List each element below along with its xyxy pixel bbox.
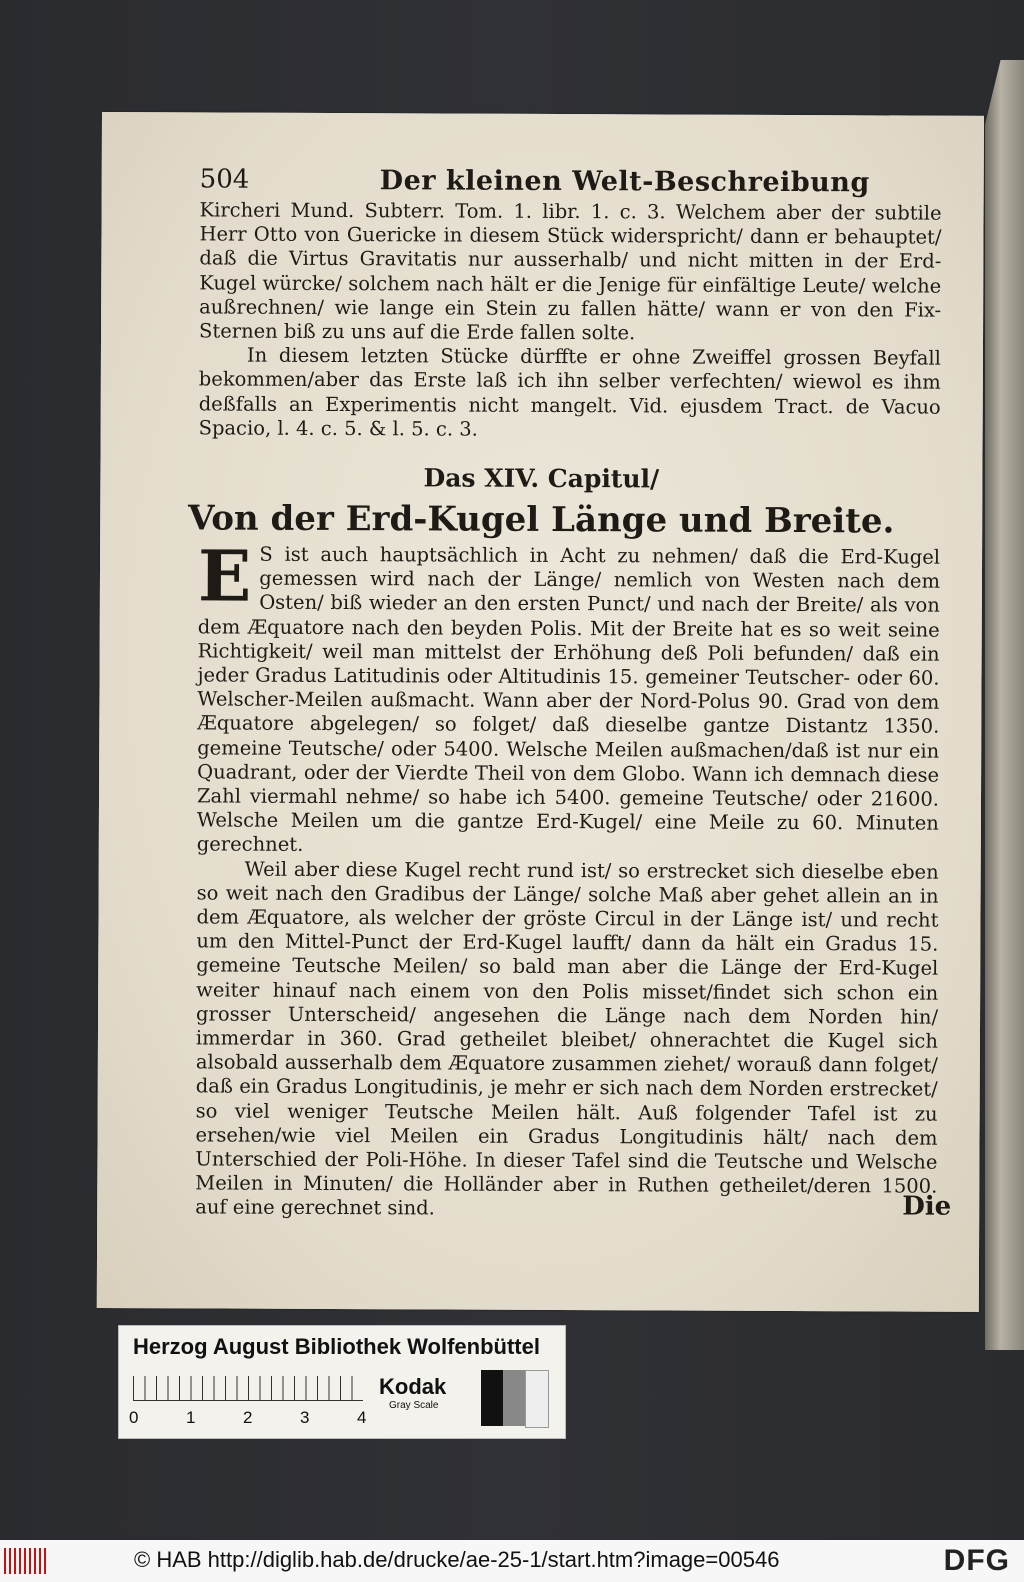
ruler-number: 3	[300, 1408, 310, 1427]
paragraph: Weil aber diese Kugel recht rund ist/ so erstrecket sich dieselbe eben so weit nach den Gradibus der Länge/ solche Maß aber gehet allein an in dem Æquatore, als welcher der gröste Circul in der Länge ist/ und recht um den Mittel-Punct der Erd-Kugel laufft/ dann da hält ein Gradus 15. gemeine Teutsche Meilen/ so bald man aber die Länge der Erd-Kugel weiter hinauf nach einem von den Polis misset/findet sich schon ein grosser Unterscheid/ angesehen die Länge nach dem Norden hin/ immerdar in 360. Grad getheilet bleibet/ ohnerachtet die Kugel sich alsobald ausserhalb dem Æquatore zusammen ziehet/ worauß dann folget/ daß ein Gradus Longitudinis, je mehr er sich nach dem Norden erstrecket/ so viel weniger Teutsche Meilen hält. Auß folgender Tafel ist zu ersehen/wie viel Meilen ein Gradus Longitudinis hält/ nach dem Unterschied der Poli-Höhe. In dieser Tafel sind die Teutsche und Welsche Meilen in Minuten/ die Holländer aber in Ruthen getheilet/deren 1500. auf eine gerechnet sind.	[195, 857, 939, 1220]
text-block-top	[199, 198, 942, 443]
catchword: Die	[902, 1191, 952, 1222]
adjacent-page-edge	[985, 60, 1024, 1350]
book-page	[97, 112, 984, 1312]
viewer-footer	[0, 1540, 1024, 1582]
dfg-logo: DFG	[943, 1544, 1010, 1577]
copyright-link[interactable]: © HAB http://diglib.hab.de/drucke/ae-25-1/start.htm?image=00546	[134, 1547, 780, 1572]
kodak-logo: Kodak	[379, 1374, 447, 1399]
paragraph-body: S ist auch hauptsächlich in Acht zu nehmen/ daß die Erd-Kugel gemessen wird nach der Länge/ nemlich von Westen nach dem Osten/ biß wieder an den ersten Punct/ und nach der Breite/ als von dem Æquatore nach den beyden Polis. Mit der Breite hat es so weit seine Richtigkeit/ weil man mittelst der Erhöhung deß Poli befunden/ daß ein jeder Gradus Latitudinis oder Altitudinis 15. gemeiner Teutscher- oder 60. Welscher-Meilen außmacht. Wann aber der Nord-Polus 90. Grad von dem Æquatore abgelegen/ so folget/ daß dieselbe gantze Distantz 1350. gemeine Teutsche/ oder 5400. Welsche Meilen außmachen/daß ist nur ein Quadrant, oder der Vierdte Theil von dem Globo. Wann ich demnach diese Zahl viermahl nehme/ so habe ich 5400. gemeine Teutsche/ oder 21600. Welsche Meilen um die gantze Erd-Kugel/ eine Meile zu 60. Minuten gerechnet.	[196, 542, 941, 857]
ruler-number: 4	[357, 1408, 367, 1427]
color-target-card	[118, 1325, 566, 1439]
paragraph: In diesem letzten Stücke dürffte er ohne Zweiffel grossen Beyfall bekommen/aber das Erste laß ich ihn selber verfechten/ wiewol es ihm deßfalls an Experimentis nicht mangelt. Vid. ejusdem Tract. de Vacuo Spacio, l. 4. c. 5. & l. 5. c. 3.	[198, 343, 941, 441]
gray-scale-label: Gray Scale	[389, 1400, 439, 1411]
ruler-number: 0	[129, 1408, 139, 1427]
page-number: 504	[199, 164, 250, 195]
chapter-title: Von der Erd-Kugel Länge und Breite.	[187, 498, 895, 542]
page-header	[200, 164, 960, 203]
running-title: Der kleinen Welt-Beschreibung	[379, 165, 870, 199]
gray-swatch-mid	[503, 1370, 525, 1426]
ruler-number: 1	[186, 1408, 196, 1427]
library-name: Herzog August Bibliothek Wolfenbüttel	[133, 1334, 540, 1359]
ruler-number: 2	[243, 1408, 253, 1427]
ruler	[133, 1376, 363, 1401]
text-block-chapter	[195, 534, 941, 1223]
chapter-number: Das XIV. Capitul/	[423, 463, 660, 494]
barcode-icon	[4, 1548, 46, 1574]
drop-cap: E	[197, 534, 252, 618]
paragraph: Kircheri Mund. Subterr. Tom. 1. libr. 1. c. 3. Welchem aber der subtile Herr Otto von Guericke in diesem Stück widerspricht/ dann er behauptet/ daß die Virtus Gravitatis nur ausserhalb/ und nicht mitten in der Erd-Kugel würcke/ solchem nach hält er die Jenige für einfältige Leute/ welche außrechnen/ wie lange ein Stein zu fallen hätte/ wann er von den Fix-Sternen biß zu uns auf die Erde fallen solte.	[198, 198, 942, 345]
gray-swatch-white	[525, 1370, 549, 1428]
paragraph	[196, 534, 941, 860]
gray-swatch-black	[481, 1370, 503, 1426]
